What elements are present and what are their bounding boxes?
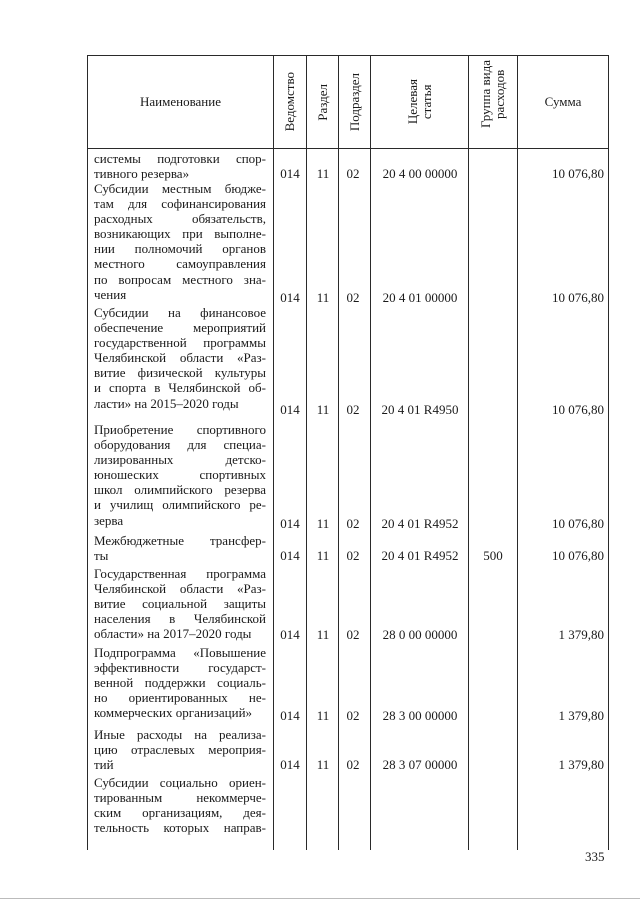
header-podrazdel-text: Подраздел (346, 72, 362, 132)
row-3-name (94, 422, 266, 528)
header-gruppa-text (479, 60, 507, 128)
header-celevaya-text (406, 79, 434, 124)
row-4-razdel: 11 (316, 548, 330, 563)
row-2-line-3: Челябинской области «Раз- (94, 350, 266, 366)
row-2-line-2: государственной программы (94, 335, 266, 351)
row-2-summa: 10 076,80 (552, 402, 604, 417)
row-5-line-3: населения в Челябинской (94, 611, 266, 627)
col-divider-5 (468, 55, 469, 850)
row-4-gruppa: 500 (483, 548, 503, 563)
row-7-celevaya: 28 3 07 00000 (382, 757, 458, 772)
row-0-razdel: 11 (316, 166, 330, 181)
col-divider-4 (370, 55, 371, 850)
row-8-name (94, 775, 266, 835)
row-1-summa: 10 076,80 (552, 290, 604, 305)
row-1-line-1: там для софинансирования (94, 196, 266, 212)
row-4-vedomstvo: 014 (280, 548, 300, 563)
table-left-border (87, 55, 88, 850)
row-7-razdel: 11 (316, 757, 330, 772)
row-6-line-4: коммерческих организаций» (94, 705, 253, 721)
row-2-line-1: обеспечение мероприятий (94, 320, 266, 336)
row-7-vedomstvo: 014 (280, 757, 300, 772)
row-0-celevaya: 20 4 00 00000 (382, 166, 458, 181)
header-razdel-text: Раздел (314, 83, 330, 121)
row-1-line-3: возникающих при выполне- (94, 226, 266, 242)
row-8-line-2: ским организациям, дея- (94, 805, 266, 821)
row-0-line-1: тивного резерва» (94, 166, 190, 182)
header-gruppa-line-1: Группа вида (478, 60, 493, 128)
row-6-line-3: но ориентированных не- (94, 690, 266, 706)
row-3-line-1: оборудования для специа- (94, 437, 266, 453)
row-6-line-0: Подпрограмма «Повышение (94, 645, 266, 660)
row-1-line-5: местного самоуправления (94, 256, 266, 272)
row-3-line-3: юношеских спортивных (94, 467, 266, 483)
row-4-celevaya: 20 4 01 R4952 (381, 548, 459, 563)
row-3-vedomstvo: 014 (280, 516, 300, 531)
header-summa (518, 56, 608, 148)
page-number: 335 (585, 849, 605, 864)
row-5-razdel: 11 (316, 627, 330, 642)
row-6-name (94, 645, 266, 720)
row-5-celevaya: 28 0 00 00000 (382, 627, 458, 642)
header-vedomstvo (274, 56, 306, 148)
row-0-line-0: системы подготовки спор- (94, 151, 266, 166)
col-divider-6 (517, 55, 518, 850)
header-celevaya-line-1: Целевая (404, 79, 420, 125)
row-5-podrazdel: 02 (346, 627, 360, 642)
row-7-name (94, 727, 266, 772)
header-gruppa-line-2: расходов (492, 69, 507, 119)
row-2-line-5: и спорта в Челябинской об- (94, 380, 266, 396)
row-4-name (94, 533, 266, 563)
row-6-vedomstvo: 014 (280, 708, 300, 723)
row-3-line-5: и училищ олимпийского ре- (94, 497, 266, 513)
row-4-line-1: ты (94, 548, 109, 564)
row-1-name (94, 181, 266, 302)
row-1-razdel: 11 (316, 290, 330, 305)
row-2-name (94, 305, 266, 411)
row-2-vedomstvo: 014 (280, 402, 300, 417)
row-7-line-2: тий (94, 757, 114, 773)
row-3-celevaya: 20 4 01 R4952 (381, 516, 459, 531)
row-2-line-6: ласти» на 2015–2020 годы (94, 395, 239, 411)
page-bottom-edge (0, 898, 640, 899)
row-2-podrazdel: 02 (346, 402, 360, 417)
header-celevaya-line-2: статья (418, 84, 434, 120)
row-4-podrazdel: 02 (346, 548, 360, 563)
header-razdel (307, 56, 338, 148)
row-3-podrazdel: 02 (346, 516, 360, 531)
row-7-podrazdel: 02 (346, 757, 360, 772)
row-5-summa: 1 379,80 (558, 627, 604, 642)
header-bottom-border (87, 148, 609, 149)
row-2-celevaya: 20 4 01 R4950 (381, 402, 459, 417)
row-6-line-1: эффективности государст- (94, 660, 266, 676)
row-3-line-2: лизированных детско- (94, 452, 266, 468)
row-6-razdel: 11 (316, 708, 330, 723)
row-0-summa: 10 076,80 (552, 166, 604, 181)
row-2-line-0: Субсидии на финансовое (94, 305, 266, 320)
row-6-line-2: венной поддержки социаль- (94, 675, 266, 691)
row-3-line-0: Приобретение спортивного (94, 422, 266, 437)
row-0-vedomstvo: 014 (280, 166, 300, 181)
row-5-vedomstvo: 014 (280, 627, 300, 642)
row-5-line-0: Государственная программа (94, 566, 266, 581)
header-vedomstvo-text: Ведомство (282, 72, 297, 132)
row-1-line-0: Субсидии местным бюдже- (94, 181, 266, 196)
row-1-line-2: расходных обязательств, (94, 211, 266, 227)
row-1-line-4: нии полномочий органов (94, 241, 266, 257)
row-5-line-2: витие социальной защиты (94, 596, 266, 612)
header-celevaya (371, 56, 468, 148)
header-podrazdel (339, 56, 370, 148)
col-divider-1 (273, 55, 274, 850)
header-summa-text: Сумма (544, 94, 582, 109)
row-1-line-7: чения (94, 286, 127, 302)
row-1-celevaya: 20 4 01 00000 (382, 290, 458, 305)
row-6-summa: 1 379,80 (558, 708, 604, 723)
header-gruppa (469, 56, 517, 148)
row-5-line-4: области» на 2017–2020 годы (94, 626, 252, 642)
row-4-line-0: Межбюджетные трансфер- (94, 533, 266, 548)
row-3-line-6: зерва (94, 512, 124, 528)
row-5-line-1: Челябинской области «Раз- (94, 581, 266, 597)
row-7-summa: 1 379,80 (558, 757, 604, 772)
row-8-line-1: тированным некоммерче- (94, 790, 266, 806)
row-3-line-4: школ олимпийского резерва (94, 482, 266, 498)
row-2-razdel: 11 (316, 402, 330, 417)
row-0-podrazdel: 02 (346, 166, 360, 181)
row-5-name (94, 566, 266, 641)
row-8-line-0: Субсидии социально ориен- (94, 775, 266, 790)
header-name-text: Наименование (140, 94, 221, 109)
row-1-vedomstvo: 014 (280, 290, 300, 305)
row-7-line-1: цию отраслевых мероприя- (94, 742, 266, 758)
row-8-line-3: тельность которых направ- (94, 820, 266, 836)
header-name (88, 56, 273, 148)
row-7-line-0: Иные расходы на реализа- (94, 727, 266, 742)
row-3-summa: 10 076,80 (552, 516, 604, 531)
row-2-line-4: витие физической культуры (94, 365, 266, 381)
row-6-podrazdel: 02 (346, 708, 360, 723)
col-divider-2 (306, 55, 307, 850)
row-6-celevaya: 28 3 00 00000 (382, 708, 458, 723)
row-4-summa: 10 076,80 (552, 548, 604, 563)
row-1-podrazdel: 02 (346, 290, 360, 305)
row-1-line-6: по вопросам местного зна- (94, 271, 266, 287)
table-right-border (608, 55, 609, 850)
row-3-razdel: 11 (316, 516, 330, 531)
row-0-name (94, 151, 266, 181)
